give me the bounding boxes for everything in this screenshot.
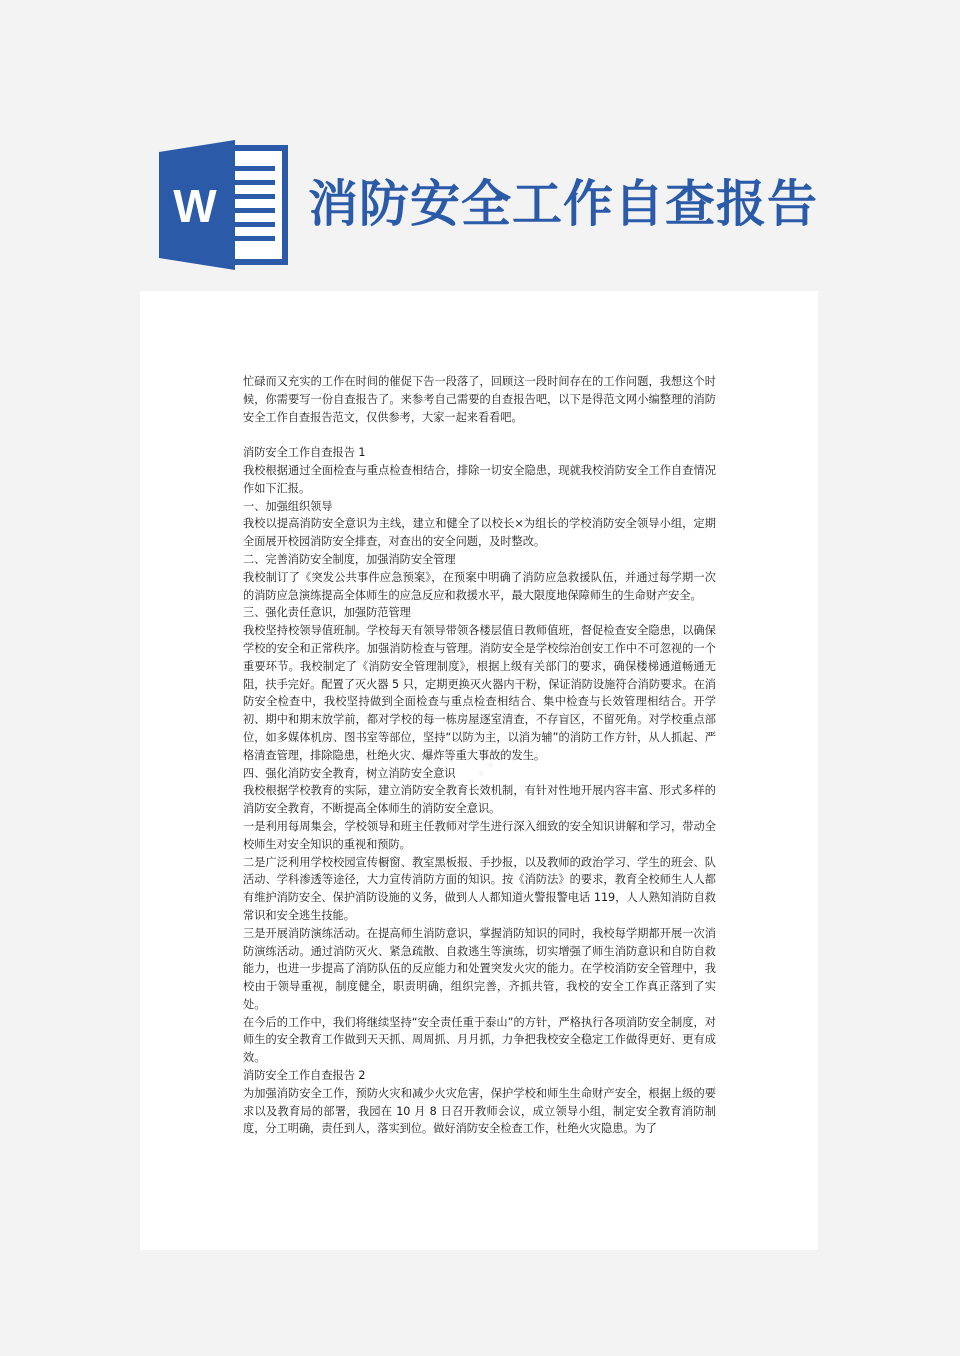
body-paragraph: 我校根据学校教育的实际，建立消防安全教育长效机制，有针对性地开展内容丰富、形式多样的消防安全教育，不断提高全体师生的消防安全意识。: [243, 784, 716, 816]
body-paragraph: 我校制订了《突发公共事件应急预案》，在预案中明确了消防应急救援队伍，并通过每学期一次的消防应急演练提高全体师生的应急反应和救援水平，最大限度地保障师生的生命财产安全。: [243, 570, 716, 602]
body-paragraph: 我校以提高消防安全意识为主线，建立和健全了以校长×为组长的学校消防安全领导小组，定期全面展开校园消防安全排查，对查出的安全问题，及时整改。: [243, 517, 716, 549]
body-paragraph: 消防安全工作自查报告 2: [243, 1069, 366, 1083]
body-paragraph: 三、强化责任意识，加强防范管理: [243, 606, 411, 620]
body-paragraph: 消防安全工作自查报告 1: [243, 446, 366, 460]
body-paragraph: 二是广泛利用学校校园宣传橱窗、教室黑板报、手抄报，以及教师的政治学习、学生的班会、队活动、学科渗透等途径，大力宣传消防方面的知识。按《消防法》的要求，教育全校师生人人都有维护消防安全、保护消防设施的义务，做到人人都知道火警报警电话 119，人人熟知消防自救常识和安全逃生技能。: [243, 855, 716, 922]
document-page: [140, 291, 818, 1250]
intro-paragraph: 忙碌而又充实的工作在时间的催促下告一段落了，回顾这一段时间存在的工作问题，我想这个时候，你需要写一份自查报告了。来参考自己需要的自查报告吧，以下是得范文网小编整理的消防安全工作自查报告范文，仅供参考，大家一起来看看吧。: [243, 375, 716, 424]
body-paragraph: 为加强消防安全工作，预防火灾和减少火灾危害，保护学校和师生生命财产安全，根据上级的要求以及教育局的部署，我园在 10 月 8 日召开教师会议，成立领导小组，制定安全教育消防制度，分工明确，责任到人，落实到位。做好消防安全检查工作，杜绝火灾隐患。为了: [243, 1086, 716, 1136]
body-paragraph: 一、加强组织领导: [243, 499, 333, 513]
body-paragraph: 二、完善消防安全制度，加强消防安全管理: [243, 552, 456, 566]
page-title: 消防安全工作自查报告: [308, 175, 818, 233]
word-letter: W: [173, 180, 217, 232]
word-document-icon: [159, 140, 289, 270]
body-paragraph: 在今后的工作中，我们将继续坚持“安全责任重于泰山”的方针，严格执行各项消防安全制度，对师生的安全教育工作做到天天抓、周周抓、月月抓，力争把我校安全稳定工作做得更好、更有成效。: [243, 1015, 716, 1065]
body-paragraph: 一是利用每周集会，学校领导和班主任教师对学生进行深入细致的安全知识讲解和学习，带动全校师生对安全知识的重视和预防。: [243, 819, 716, 851]
header: [0, 0, 960, 290]
watermark: ·····: [442, 735, 521, 813]
body-paragraph: 我校根据通过全面检查与重点检查相结合，排除一切安全隐患，现就我校消防安全工作自查情况作如下汇报。: [243, 463, 716, 495]
body-paragraph: 三是开展消防演练活动。在提高师生消防意识，掌握消防知识的同时，我校每学期都开展一次消防演练活动。通过消防灭火、紧急疏散、自救逃生等演练，切实增强了师生消防意识和自防自救能力，也进一步提高了消防队伍的反应能力和处置突发火灾的能力。在学校消防安全管理中，我校由于领导重视，制度健全，职责明确，组织完善，齐抓共管，我校的安全工作真正落到了实处。: [243, 926, 716, 1011]
body-paragraph: 四、强化消防安全教育，树立消防安全意识: [243, 766, 456, 780]
document-body: [243, 373, 716, 1138]
body-paragraph: 我校坚持校领导值班制。学校每天有领导带领各楼层值日教师值班，督促检查安全隐患，以确保学校的安全和正常秩序。加强消防检查与管理。消防安全是学校综治创安工作中不可忽视的一个重要环节。我校制定了《消防安全管理制度》，根据上级有关部门的要求，确保楼梯通道畅通无阻，扶手完好。配置了灭火器 5 只，定期更换灭火器内干粉，保证消防设施符合消防要求。在消防安全检查中，我校坚持做到全面检查与重点检查相结合、集中检查与长效管理相结合。开学初、期中和期末放学前，都对学校的每一栋房屋逐室清查，不存盲区，不留死角。对学校重点部位，如多媒体机房、图书室等部位，坚持“以防为主，以消为辅”的消防工作方针，从人抓起、严格清查管理，排除隐患，杜绝火灾、爆炸等重大事故的发生。: [243, 624, 716, 762]
